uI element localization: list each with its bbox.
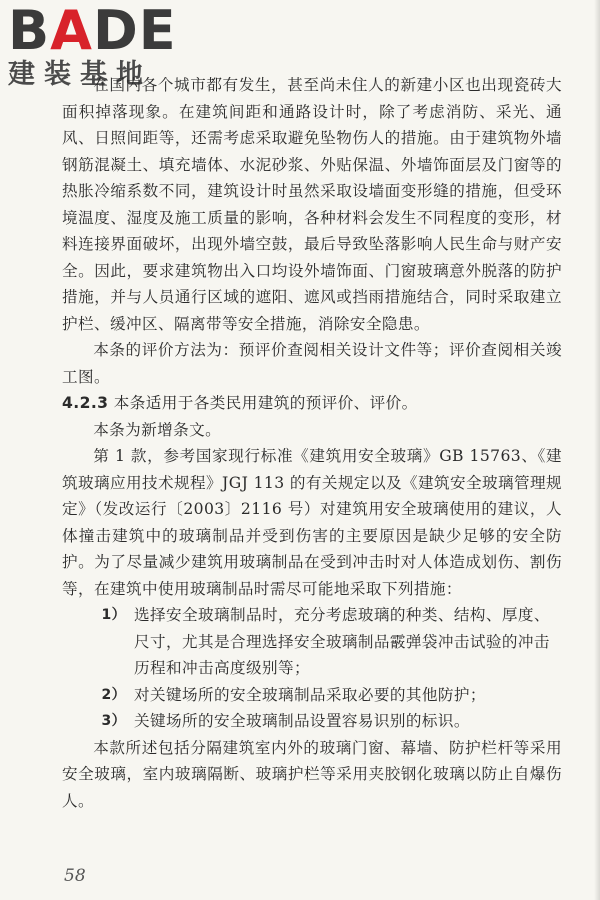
list-number: 1） [101,607,126,623]
list-number: 2） [101,686,126,703]
paragraph-item-1: 第 1 款，参考国家现行标准《建筑用安全玻璃》GB 15763、《建筑玻璃应用技术规程》JGJ 113 的有关规定以及《建筑安全玻璃管理规定》（发改运行〔2003〕2116 号）对建筑用安全玻璃使用的建议，人体撞击建筑中的玻璃制品并受到伤害的主要原因是缺少足够的安全防护。为了尽量减少建筑用玻璃制品在受到冲击时对人体造成划伤、割伤等，在建筑中使用玻璃制品时需尽可能地采取下列措施： [62,447,562,598]
body-text [62,72,562,814]
list-text: 对关键场所的安全玻璃制品采取必要的其他防护； [134,685,486,704]
list-number: 3） [101,713,126,729]
list-text: 选择安全玻璃制品时，充分考虑玻璃的种类、结构、厚度、尺寸，尤其是合理选择安全玻璃制品霰弹袋冲击试验的冲击历程和冲击高度级别等； [134,606,550,677]
logo-chinese-text: 建装基地 [8,59,152,90]
list-text: 关键场所的安全玻璃制品设置容易识别的标识。 [134,712,470,730]
clause-text: 本条适用于各类民用建筑的预评价、评价。 [113,394,418,412]
list-item [96,708,562,735]
logo-wordmark: BADE [8,0,177,62]
clause-heading [62,390,562,417]
paragraph-summary: 本款所述包括分隔建筑室内外的玻璃门窗、幕墙、防护栏杆等采用安全玻璃，室内玻璃隔断、玻璃护栏等采用夹胶钢化玻璃以防止自爆伤人。 [62,738,562,810]
list-item [96,602,562,682]
paragraph-new-clause: 本条为新增条文。 [93,420,222,439]
page-edge-shadow [594,0,600,900]
measures-list [62,602,562,735]
list-item [96,682,562,709]
paragraph-evaluation-method: 本条的评价方法为：预评价查阅相关设计文件等；评价查阅相关竣工图。 [62,341,562,386]
page-number: 58 [64,866,86,886]
clause-number: 4.2.3 [62,394,109,412]
paragraph-continued: 在国内各个城市都有发生，甚至尚未住人的新建小区也出现瓷砖大面积掉落现象。在建筑间距和通路设计时，除了考虑消防、采光、通风、日照间距等，还需考虑采取避免坠物伤人的措施。由于建筑物外墙钢筋混凝土、填充墙体、水泥砂浆、外贴保温、外墙饰面层及门窗等的热胀冷缩系数不同，建筑设计时虽然采取设墙面变形缝的措施，但受环境温度、湿度及施工质量的影响，各种材料会发生不同程度的变形，材料连接界面破坏，出现外墙空鼓，最后导致坠落影响人民生命与财产安全。因此，要求建筑物出入口均设外墙饰面、门窗玻璃意外脱落的防护措施，并与人员通行区域的遮阳、遮风或挡雨措施结合，同时采取建立护栏、缓冲区、隔离带等安全措施，消除安全隐患。 [62,76,562,333]
